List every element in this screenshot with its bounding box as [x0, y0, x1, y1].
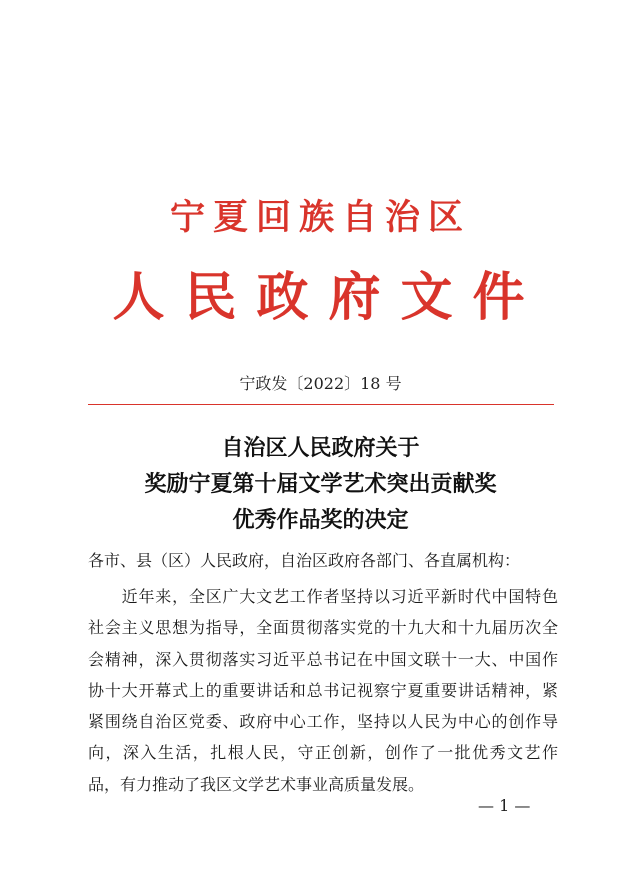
document-type-heading: 人民政府文件	[112, 267, 545, 328]
body-line: 向，深入生活，扎根人民，守正创新，创作了一批优秀文艺作	[88, 743, 558, 763]
title-line-3: 优秀作品奖的决定	[232, 508, 409, 533]
salutation: 各市、县（区）人民政府，自治区政府各部门、各直属机构：	[88, 551, 521, 570]
document-number: 宁政发〔2022〕18 号	[239, 374, 402, 393]
body-line: 紧围绕自治区党委、政府中心工作，坚持以人民为中心的创作导	[88, 712, 558, 732]
issuer-name: 宁夏回族自治区	[169, 197, 471, 238]
body-line: 会精神，深入贯彻落实习近平总书记在中国文联十一大、中国作	[88, 649, 558, 669]
red-separator-line	[88, 404, 554, 405]
document-title	[0, 431, 641, 539]
page-number: — 1 —	[478, 796, 531, 815]
body-paragraph	[88, 581, 558, 800]
body-line: 社会主义思想为指导，全面贯彻落实党的十九大和十九届历次全	[88, 618, 558, 638]
body-line: 品，有力推动了我区文学艺术事业高质量发展。	[88, 774, 425, 794]
body-line: 近年来，全区广大文艺工作者坚持以习近平新时代中国特色	[88, 587, 558, 606]
title-line-2: 奖励宁夏第十届文学艺术突出贡献奖	[144, 472, 497, 497]
body-line: 协十大开幕式上的重要讲话和总书记视察宁夏重要讲话精神，紧	[88, 680, 558, 700]
title-line-1: 自治区人民政府关于	[221, 436, 420, 461]
